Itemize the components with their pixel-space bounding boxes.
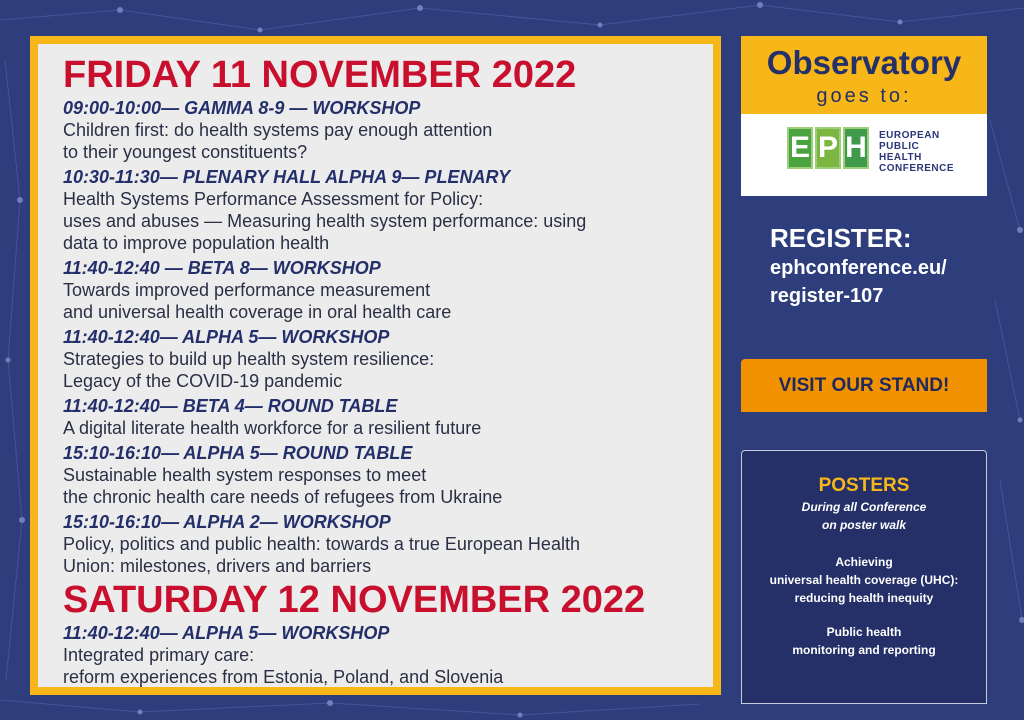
session-item	[63, 512, 713, 577]
session-header: 11:40-12:40 — BETA 8— WORKSHOP	[63, 258, 381, 278]
poster-item-line: universal health coverage (UHC):	[769, 573, 959, 587]
register-link-line2[interactable]: register-107	[770, 285, 884, 307]
session-header: 15:10-16:10— ALPHA 5— ROUND TABLE	[63, 443, 413, 463]
observatory-title: Observatory	[766, 44, 962, 81]
posters-box	[741, 450, 987, 704]
session-title-line: reform experiences from Estonia, Poland, and Slovenia	[63, 667, 504, 687]
session-item	[63, 443, 713, 508]
eph-logo-letter: H	[843, 127, 869, 169]
session-title-line: A digital literate health workforce for a resilient future	[63, 418, 482, 438]
session-item	[63, 396, 713, 439]
observatory-subtitle: goes to:	[816, 85, 912, 107]
observatory-banner	[741, 36, 987, 114]
eph-logo-letter: P	[815, 127, 841, 169]
posters-subtitle: During all Conference	[801, 500, 927, 514]
register-label: REGISTER:	[770, 223, 912, 253]
eph-logo-mark	[787, 127, 871, 169]
eph-name-line: HEALTH	[879, 152, 922, 163]
session-header: 11:40-12:40— ALPHA 5— WORKSHOP	[63, 327, 390, 347]
session-item	[63, 98, 713, 163]
posters-subtitle: on poster walk	[821, 518, 907, 532]
schedule-panel	[30, 36, 721, 695]
poster-item-line: monitoring and reporting	[792, 643, 936, 657]
poster-item-line: Achieving	[835, 555, 893, 569]
session-header: 10:30-11:30— PLENARY HALL ALPHA 9— PLENARY	[63, 167, 511, 187]
session-title-line: Union: milestones, drivers and barriers	[63, 556, 372, 576]
session-title-line: the chronic health care needs of refugees from Ukraine	[63, 487, 503, 507]
session-header: 11:40-12:40— ALPHA 5— WORKSHOP	[63, 623, 390, 643]
eph-name-line: CONFERENCE	[879, 163, 955, 174]
session-item	[63, 258, 713, 323]
eph-logo-name	[879, 130, 954, 174]
session-title-line: Legacy of the COVID-19 pandemic	[63, 371, 343, 391]
session-header: 11:40-12:40— BETA 4— ROUND TABLE	[63, 396, 398, 416]
session-header: 15:10-16:10— ALPHA 2— WORKSHOP	[63, 512, 391, 532]
session-title-line: to their youngest constituents?	[63, 142, 308, 162]
session-title-line: Sustainable health system responses to meet	[63, 465, 427, 485]
poster-item-line: Public health	[826, 625, 902, 639]
register-block	[770, 222, 947, 310]
session-title-line: Strategies to build up health system resilience:	[63, 349, 435, 369]
session-title-line: Policy, politics and public health: towards a true European Health	[63, 534, 580, 554]
visit-stand-button[interactable]: VISIT OUR STAND!	[741, 359, 987, 412]
session-item	[63, 327, 713, 392]
posters-title: POSTERS	[818, 475, 910, 496]
session-item	[63, 623, 713, 688]
session-title-line: Children first: do health systems pay enough attention	[63, 120, 493, 140]
poster-item-line: reducing health inequity	[794, 591, 934, 605]
session-item	[63, 167, 713, 254]
session-title-line: uses and abuses — Measuring health system performance: using	[63, 211, 587, 231]
eph-logo-box[interactable]	[741, 114, 987, 196]
session-title-line: Integrated primary care:	[63, 645, 255, 665]
eph-logo-letter: E	[787, 127, 813, 169]
day-title-saturday: SATURDAY 12 NOVEMBER 2022	[63, 579, 646, 621]
session-title-line: data to improve population health	[63, 233, 330, 253]
eph-name-line: PUBLIC	[879, 141, 920, 152]
session-header: 09:00-10:00— GAMMA 8-9 — WORKSHOP	[63, 98, 421, 118]
day-title-friday: FRIDAY 11 NOVEMBER 2022	[63, 54, 577, 96]
register-link-line1[interactable]: ephconference.eu/	[770, 257, 947, 279]
session-title-line: Towards improved performance measurement	[63, 280, 431, 300]
session-title-line: Health Systems Performance Assessment for Policy:	[63, 189, 484, 209]
eph-name-line: EUROPEAN	[879, 130, 940, 141]
session-title-line: and universal health coverage in oral health care	[63, 302, 452, 322]
